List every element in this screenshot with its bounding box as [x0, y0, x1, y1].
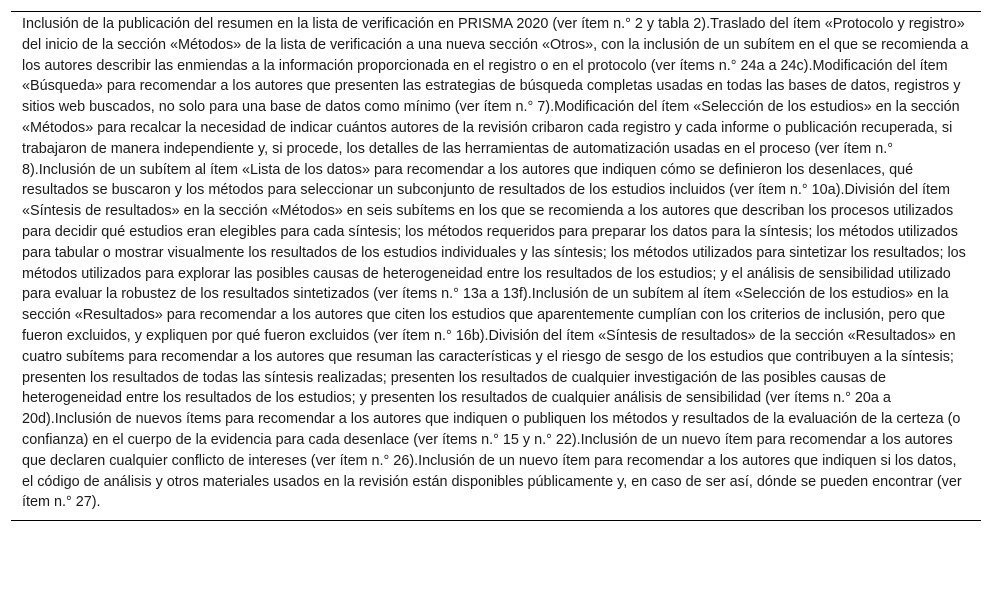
changes-table	[11, 11, 981, 521]
table-cell-text: Inclusión de la publicación del resumen en la lista de verificación en PRISMA 2020 (ver ítem n.° 2 y tabla 2).Traslado del ítem «Protocolo y registro» del inicio de la sección «Métodos» de la lista de verificación a una nueva sección «Otros», con la inclusión de un subítem en el que se recomienda a los autores describir las enmiendas a la información proporcionada en el registro o en el protocolo (ver ítems n.° 24a a 24c).Modificación del ítem «Búsqueda» para recomendar a los autores que presenten las estrategias de búsqueda completas usadas en todas las bases de datos, registros y sitios web buscados, no solo para una base de datos como mínimo (ver ítem n.° 7).Modificación del ítem «Selección de los estudios» en la sección «Métodos» para recalcar la necesidad de indicar cuántos autores de la revisión cribaron cada registro y cada informe o publicación recuperada, si trabajaron de manera independiente y, si procede, los detalles de las herramientas de automatización usadas en el proceso (ver ítem n.° 8).Inclusión de un subítem al ítem «Lista de los datos» para recomendar a los autores que indiquen cómo se definieron los desenlaces, qué resultados se buscaron y los métodos para seleccionar un subconjunto de resultados de los estudios incluidos (ver ítem n.° 10a).División del ítem «Síntesis de resultados» en la sección «Métodos» en seis subítems en los que se recomienda a los autores que describan los procesos utilizados para decidir qué estudios eran elegibles para cada síntesis; los métodos requeridos para preparar los datos para la síntesis; los métodos utilizados para tabular o mostrar visualmente los resultados de los estudios individuales y las síntesis; los métodos utilizados para sintetizar los resultados; los métodos utilizados para explorar las posibles causas de heterogeneidad entre los resultados de los estudios; y el análisis de sensibilidad utilizado para evaluar la robustez de los resultados sintetizados (ver ítems n.° 13a a 13f).Inclusión de un subítem al ítem «Selección de los estudios» en la sección «Resultados» para recomendar a los autores que citen los estudios que aparentemente cumplían con los criterios de inclusión, pero que fueron excluidos, y expliquen por qué fueron excluidos (ver ítem n.° 16b).División del ítem «Síntesis de resultados» de la sección «Resultados» en cuatro subítems para recomendar a los autores que resuman las características y el riesgo de sesgo de los estudios que contribuyen a la síntesis; presenten los resultados de todas las síntesis realizadas; presenten los resultados de cualquier investigación de las posibles causas de heterogeneidad entre los resultados de los estudios; y presenten los resultados de cualquier análisis de sensibilidad (ver ítems n.° 20a a 20d).Inclusión de nuevos ítems para recomendar a los autores que indiquen o publiquen los métodos y resultados de la evaluación de la certeza (o confianza) en el cuerpo de la evidencia para cada desenlace (ver ítems n.° 15 y n.° 22).Inclusión de un nuevo ítem para recomendar a los autores que declaren cualquier conflicto de intereses (ver ítem n.° 26).Inclusión de un nuevo ítem para recomendar a los autores que indiquen si los datos, el código de análisis y otros materiales usados en la revisión están disponibles públicamente y, en caso de ser así, dónde se pueden encontrar (ver ítem n.° 27).	[22, 16, 969, 511]
